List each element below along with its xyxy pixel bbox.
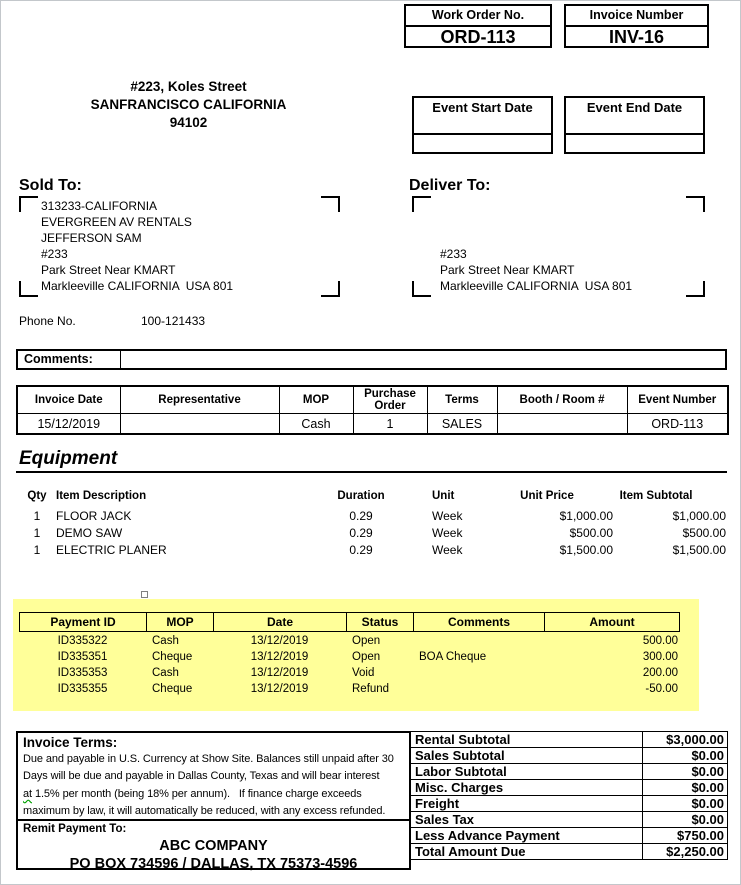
info-header-invoice-date: Invoice Date [17, 386, 120, 414]
pay-header-status: Status [347, 613, 414, 632]
payment-amount: 200.00 [642, 667, 678, 679]
work-order-value: ORD-113 [440, 27, 516, 47]
pay-header-mop: MOP [147, 613, 214, 632]
payment-row [19, 651, 679, 667]
remit-address: PO BOX 734596 / DALLAS, TX 75373-4596 [69, 856, 358, 872]
payment-date: 13/12/2019 [250, 667, 309, 679]
info-header-representative: Representative [120, 386, 279, 414]
eq-header-unit: Unit [432, 490, 455, 502]
work-order-box [404, 4, 552, 48]
payment-row [19, 635, 679, 651]
total-value: $0.00 [643, 796, 728, 812]
comments-value [121, 351, 725, 368]
sold-to-line: JEFFERSON SAM [41, 231, 142, 245]
pay-header-comments: Comments [414, 613, 545, 632]
invoice-number-label: Invoice Number [566, 6, 707, 27]
info-terms: SALES [427, 414, 497, 435]
invoice-number-box [564, 4, 709, 48]
payments-highlight [13, 599, 699, 711]
info-header-purchase-order: Purchase Order [353, 386, 427, 414]
invoice-terms-title: Invoice Terms: [23, 735, 118, 750]
event-end-value [566, 135, 703, 152]
eq-desc: ELECTRIC PLANER [56, 543, 167, 557]
payment-date: 13/12/2019 [250, 635, 309, 647]
event-start-value [414, 135, 551, 152]
sold-to-address [41, 198, 233, 294]
payment-mop: Cash [152, 635, 179, 647]
remit-label: Remit Payment To: [23, 823, 127, 835]
info-invoice-date: 15/12/2019 [17, 414, 120, 435]
payment-date: 13/12/2019 [250, 683, 309, 695]
sold-to-heading: Sold To: [19, 177, 82, 194]
payment-status: Open [352, 651, 381, 663]
payment-status: Open [352, 635, 381, 647]
deliver-to-line: Park Street Near KMART [440, 263, 575, 277]
payment-date: 13/12/2019 [250, 651, 309, 663]
totals-row [411, 780, 728, 796]
payment-comments [413, 635, 544, 651]
payment-comments [413, 667, 544, 683]
eq-duration: 0.29 [349, 543, 373, 557]
payment-status: Void [352, 667, 375, 679]
corner-bracket [19, 196, 38, 212]
total-label: Total Amount Due [411, 844, 643, 860]
totals-row [411, 764, 728, 780]
totals-row [411, 796, 728, 812]
info-mop: Cash [279, 414, 353, 435]
eq-qty: 1 [33, 509, 41, 523]
info-header-mop: MOP [279, 386, 353, 414]
eq-unit-price: $1,000.00 [559, 509, 613, 523]
payment-amount: 500.00 [642, 635, 678, 647]
event-end-box [564, 96, 705, 154]
totals-row [411, 844, 728, 860]
corner-bracket [412, 196, 431, 212]
eq-unit: Week [432, 509, 463, 523]
payment-comments [413, 683, 544, 699]
equipment-section-title: Equipment [19, 448, 118, 469]
eq-header-subtotal: Item Subtotal [619, 490, 693, 502]
payment-status: Refund [352, 683, 390, 695]
invoice-terms-box [16, 731, 411, 870]
equipment-row [16, 509, 727, 525]
info-row [17, 414, 728, 435]
info-representative [120, 414, 279, 435]
totals-row [411, 748, 728, 764]
eq-subtotal: $500.00 [682, 526, 726, 540]
payment-row [19, 667, 679, 683]
totals-row [411, 732, 728, 748]
corner-bracket [19, 281, 38, 297]
event-start-box [412, 96, 553, 154]
remit-company: ABC COMPANY [159, 838, 268, 854]
deliver-to-line: Markleeville CALIFORNIA USA 801 [440, 279, 633, 293]
sold-to-line: 313233-CALIFORNIA [41, 199, 158, 213]
invoice-info-table [16, 385, 729, 435]
anchor-marker [141, 591, 148, 598]
payment-id: ID335355 [57, 683, 108, 695]
eq-header-duration: Duration [337, 490, 385, 502]
payments-header-table [19, 612, 680, 632]
eq-header-qty: Qty [27, 490, 47, 502]
equipment-rule [16, 471, 727, 473]
invoice-number-value: INV-16 [608, 27, 665, 47]
total-value: $0.00 [643, 748, 728, 764]
total-value: $0.00 [643, 764, 728, 780]
eq-header-desc: Item Description [56, 490, 147, 502]
total-value: $0.00 [643, 780, 728, 796]
deliver-to-address [440, 246, 632, 294]
equipment-header-row [16, 490, 727, 506]
info-header-booth-room: Booth / Room # [497, 386, 627, 414]
corner-bracket [321, 281, 340, 297]
sold-to-line: Markleeville CALIFORNIA USA 801 [41, 279, 234, 293]
eq-subtotal: $1,500.00 [672, 543, 726, 557]
payment-amount: 300.00 [642, 651, 678, 663]
terms-line-rest: 1.5% per month (being 18% per annum). If finance charge exceeds [31, 787, 362, 800]
eq-desc: DEMO SAW [56, 526, 123, 540]
payment-amount: -50.00 [645, 683, 678, 695]
total-label: Misc. Charges [411, 780, 643, 796]
total-value: $750.00 [643, 828, 728, 844]
info-booth-room [497, 414, 627, 435]
corner-bracket [686, 196, 705, 212]
corner-bracket [321, 196, 340, 212]
terms-line: Due and payable in U.S. Currency at Show Site. Balances still unpaid after 30 [23, 753, 394, 765]
payment-mop: Cheque [152, 683, 193, 695]
totals-row [411, 828, 728, 844]
info-header-event-number: Event Number [627, 386, 728, 414]
sold-to-line: #233 [41, 247, 68, 261]
total-value: $3,000.00 [643, 732, 728, 748]
pay-header-amount: Amount [545, 613, 680, 632]
terms-line [23, 786, 409, 803]
totals-row [411, 812, 728, 828]
terms-line: maximum by law, it will automatically be reduced, with any excess refunded. [23, 805, 386, 818]
total-label: Less Advance Payment [411, 828, 643, 844]
eq-duration: 0.29 [349, 509, 373, 523]
eq-desc: FLOOR JACK [56, 509, 132, 523]
eq-unit: Week [432, 526, 463, 540]
eq-qty: 1 [33, 543, 41, 557]
equipment-row [16, 543, 727, 559]
total-value: $2,250.00 [643, 844, 728, 860]
company-address-line: #223, Koles Street [130, 79, 247, 94]
eq-unit-price: $500.00 [569, 526, 613, 540]
info-header-terms: Terms [427, 386, 497, 414]
payment-id: ID335353 [57, 667, 108, 679]
event-end-label: Event End Date [566, 98, 703, 135]
phone-label: Phone No. [19, 314, 76, 328]
totals-table [410, 731, 728, 860]
info-purchase-order: 1 [353, 414, 427, 435]
payment-id: ID335351 [57, 651, 108, 663]
phone-value: 100-121433 [141, 314, 206, 328]
equipment-row [16, 526, 727, 542]
pay-header-payment-id: Payment ID [20, 613, 147, 632]
eq-subtotal: $1,000.00 [672, 509, 726, 523]
corner-bracket [686, 281, 705, 297]
remit-section [18, 819, 409, 872]
total-label: Rental Subtotal [411, 732, 643, 748]
company-address-line: 94102 [169, 115, 208, 130]
deliver-to-heading: Deliver To: [409, 177, 491, 194]
info-event-number: ORD-113 [627, 414, 728, 435]
deliver-to-line: #233 [440, 247, 467, 261]
payment-comments: BOA Cheque [419, 651, 487, 663]
pay-header-date: Date [214, 613, 347, 632]
eq-unit: Week [432, 543, 463, 557]
work-order-label: Work Order No. [406, 6, 550, 27]
payment-row [19, 683, 679, 699]
total-label: Freight [411, 796, 643, 812]
deliver-to-window [412, 196, 705, 297]
terms-line: Days will be due and payable in Dallas County, Texas and will bear interest [23, 770, 380, 783]
eq-header-unit-price: Unit Price [520, 490, 574, 502]
total-label: Sales Subtotal [411, 748, 643, 764]
payment-id: ID335322 [57, 635, 108, 647]
eq-duration: 0.29 [349, 526, 373, 540]
eq-unit-price: $1,500.00 [559, 543, 613, 557]
sold-to-line: Park Street Near KMART [41, 263, 176, 277]
comments-box [16, 349, 727, 370]
total-value: $0.00 [643, 812, 728, 828]
eq-qty: 1 [33, 526, 41, 540]
payment-mop: Cheque [152, 651, 193, 663]
total-label: Labor Subtotal [411, 764, 643, 780]
company-address [41, 78, 336, 132]
corner-bracket [412, 281, 431, 297]
total-label: Sales Tax [411, 812, 643, 828]
sold-to-window [19, 196, 340, 297]
spellcheck-word: at [23, 787, 32, 800]
event-start-label: Event Start Date [414, 98, 551, 135]
company-address-line: SANFRANCISCO CALIFORNIA [90, 97, 287, 112]
comments-label: Comments: [18, 351, 121, 368]
sold-to-line: EVERGREEN AV RENTALS [41, 215, 192, 229]
payment-mop: Cash [152, 667, 179, 679]
